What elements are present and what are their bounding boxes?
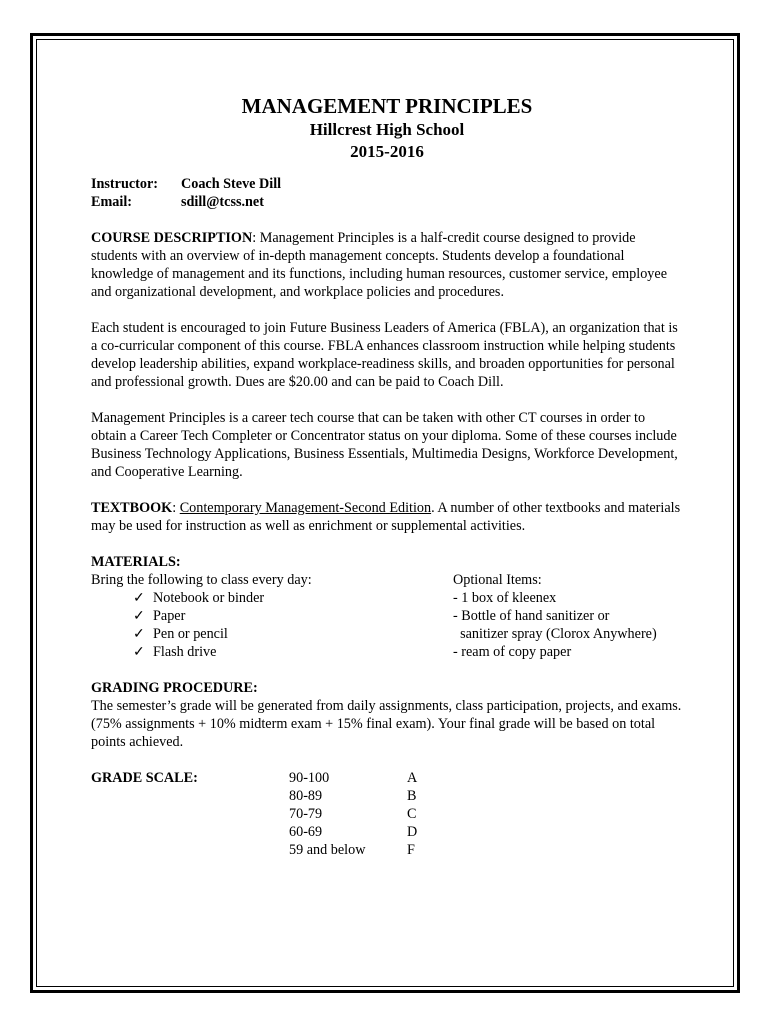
list-item: - Bottle of hand sanitizer or	[453, 608, 610, 624]
grade-range: 80-89	[289, 788, 323, 804]
grade-letter: B	[407, 788, 417, 804]
course-title: MANAGEMENT PRINCIPLES	[241, 94, 533, 118]
checkmark-icon: ✓	[133, 608, 145, 624]
syllabus-content	[91, 93, 683, 859]
instructor-info	[91, 175, 683, 211]
instructor-name: Coach Steve Dill	[181, 176, 282, 192]
textbook-title: Contemporary Management-Second Edition	[179, 500, 432, 516]
grade-letter: F	[407, 842, 415, 858]
list-item: sanitizer spray (Clorox Anywhere)	[453, 626, 657, 642]
grade-letters	[407, 769, 437, 859]
optional-materials	[453, 571, 683, 661]
required-intro: Bring the following to class every day:	[91, 572, 312, 588]
materials-heading: MATERIALS:	[91, 554, 181, 570]
grading-text: The semester’s grade will be generated from daily assignments, class participation, projects, and exams. (75% assignments + 10% midterm exam + 15% final exam). Your final grade will be based on total points achieved.	[91, 698, 682, 750]
grade-letter: A	[407, 770, 418, 786]
checkmark-icon: ✓	[133, 644, 145, 660]
list-item: - 1 box of kleenex	[453, 590, 557, 606]
grade-letter: C	[407, 806, 417, 822]
checkmark-icon: ✓	[133, 590, 145, 606]
instructor-label: Instructor:	[91, 176, 158, 192]
list-item: ✓ Notebook or binder	[133, 590, 265, 606]
materials-section	[91, 553, 683, 661]
required-materials	[91, 571, 453, 661]
course-description-text: : Management Principles is a half-credit course designed to provide students with an overview of in-depth management concepts. Students develop a foundational knowledge of management and its functions, including human resources, customer service, employee and organizational development, and workplace policies and procedures.	[91, 230, 667, 300]
list-item: ✓ Paper	[133, 608, 186, 624]
grading-heading: GRADING PROCEDURE:	[91, 680, 258, 696]
list-item: ✓ Flash drive	[133, 644, 217, 660]
school-year: 2015-2016	[350, 142, 424, 161]
grade-range: 90-100	[289, 770, 330, 786]
grade-letter: D	[407, 824, 418, 840]
grading-section	[91, 679, 683, 751]
career-tech-paragraph: Management Principles is a career tech course that can be taken with other CT courses in order to obtain a Career Tech Completer or Concentrator status on your diploma. Some of these courses include Business Technology Applications, Business Essentials, Multimedia Designs, Workforce Development, and Cooperative Learning.	[91, 410, 678, 480]
checkmark-icon: ✓	[133, 626, 145, 642]
grade-range: 70-79	[289, 806, 323, 822]
grade-range: 60-69	[289, 824, 323, 840]
email-label: Email:	[91, 194, 132, 210]
school-name: Hillcrest High School	[309, 120, 465, 139]
textbook-text: . A number of other textbooks and materials may be used for instruction as well as enrichment or supplemental activities.	[91, 500, 681, 534]
course-description-heading: COURSE DESCRIPTION	[91, 230, 253, 246]
list-item: - ream of copy paper	[453, 644, 572, 660]
optional-intro: Optional Items:	[453, 572, 542, 588]
grade-scale-label: GRADE SCALE:	[91, 770, 198, 786]
textbook-section	[91, 499, 683, 535]
grade-scale	[91, 769, 683, 859]
course-description	[91, 229, 683, 301]
grade-range: 59 and below	[289, 842, 366, 858]
list-item: ✓ Pen or pencil	[133, 626, 228, 642]
textbook-colon: :	[172, 500, 180, 516]
fbla-paragraph: Each student is encouraged to join Future Business Leaders of America (FBLA), an organization that is a co-curricular component of this course. FBLA enhances classroom instruction while helping students develop leadership abilities, expand workplace-readiness skills, and broaden opportunities for personal and professional growth. Dues are $20.00 and can be paid to Coach Dill.	[91, 320, 678, 390]
grade-ranges	[289, 769, 407, 859]
email-address: sdill@tcss.net	[181, 194, 264, 210]
textbook-heading: TEXTBOOK	[91, 500, 173, 516]
